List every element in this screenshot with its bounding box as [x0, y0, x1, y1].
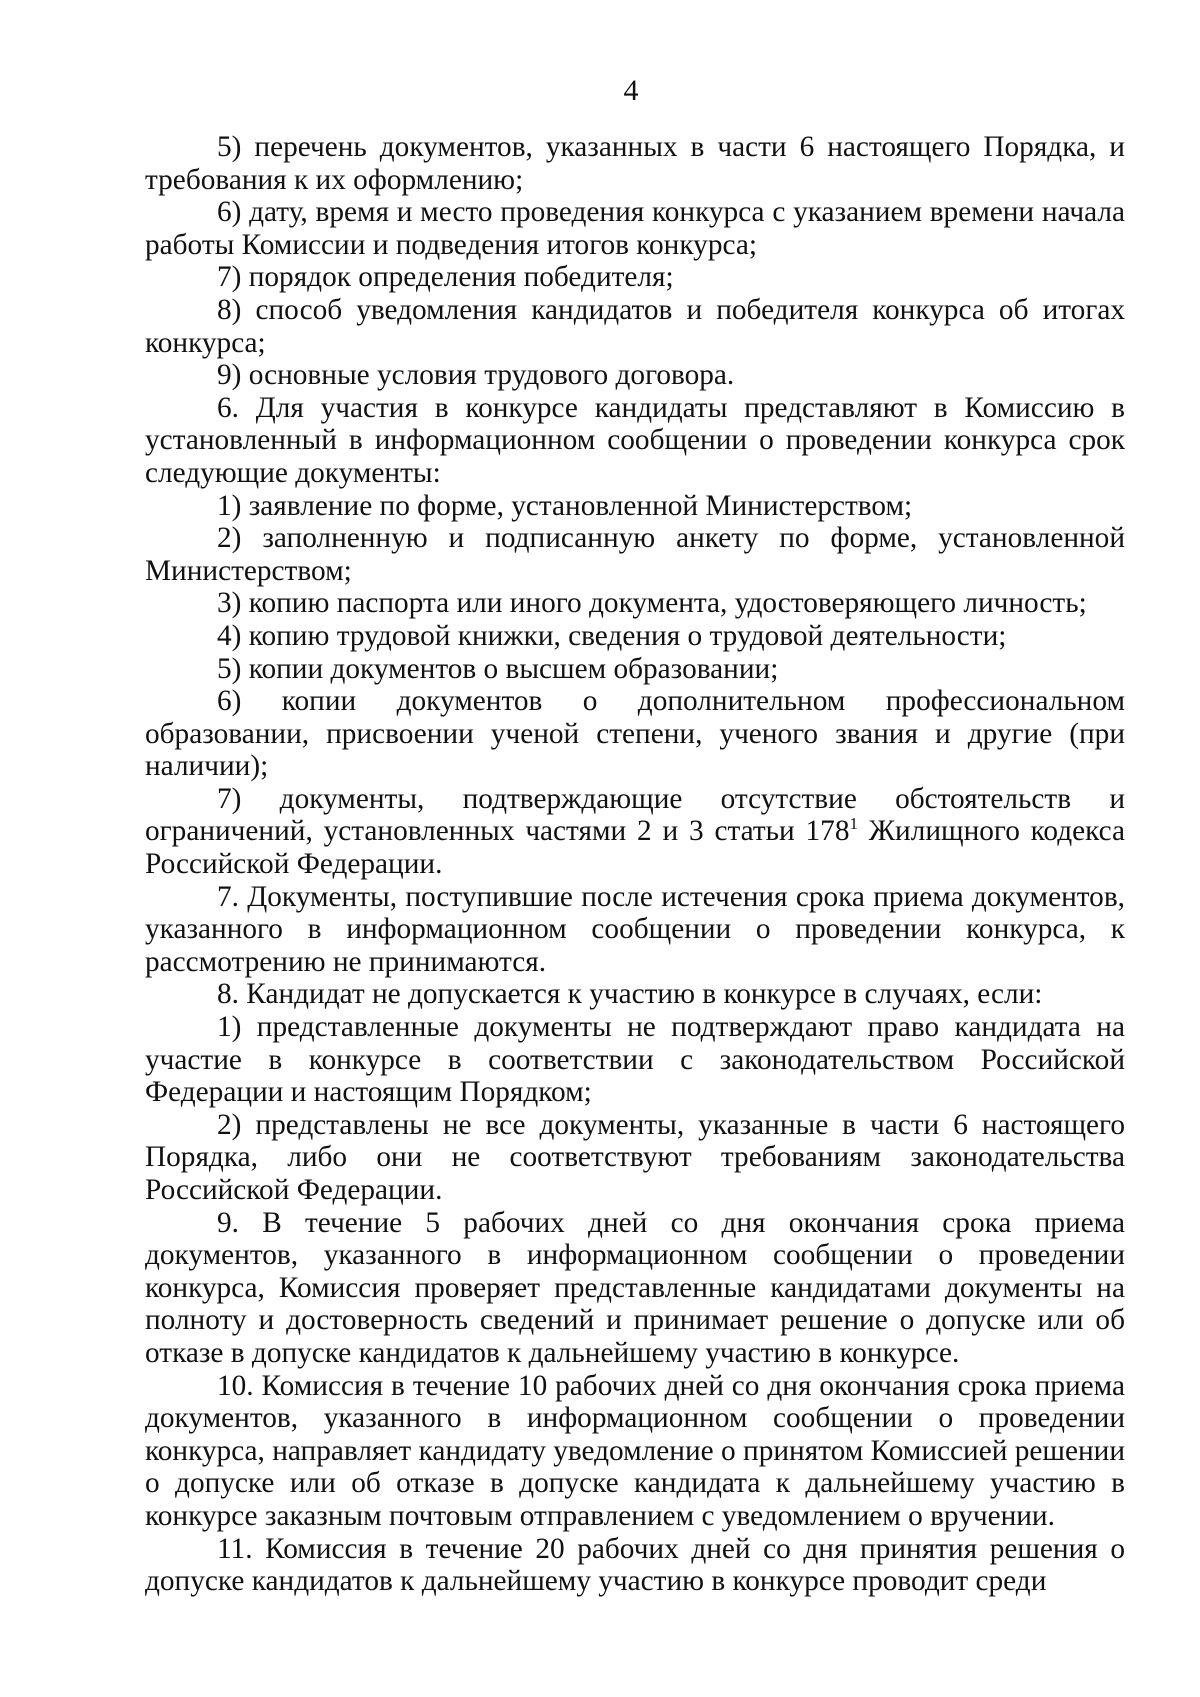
article-superscript: 1: [849, 814, 858, 834]
paragraph-text-after: Жилищного кодекса Российской Федерации.: [145, 815, 1125, 881]
paragraph: 8. Кандидат не допускается к участию в конкурсе в случаях, если:: [217, 978, 1043, 1011]
paragraph: 9. В течение 5 рабочих дней со дня окончания срока приема документов, указанного в информационном сообщении о проведении конкурса, Комиссия проверяет представленные кандидатами документы на полноту и достоверность сведений и принимает решение о допуске или об отказе в допуске кандидатов к дальнейшему участию в конкурсе.: [145, 1206, 1125, 1369]
paragraph: 3) копию паспорта или иного документа, удостоверяющего личность;: [217, 587, 1087, 620]
paragraph: 5) копии документов о высшем образовании;: [217, 652, 779, 685]
paragraph: 2) заполненную и подписанную анкету по форме, установленной Министерством;: [145, 522, 1125, 587]
paragraph: 11. Комиссия в течение 20 рабочих дней со дня принятия решения о допуске кандидатов к дальнейшему участию в конкурсе проводит среди: [145, 1532, 1125, 1598]
paragraph: 5) перечень документов, указанных в части 6 настоящего Порядка, и требования к их оформлению;: [145, 131, 1125, 196]
paragraph: 10. Комиссия в течение 10 рабочих дней со дня окончания срока приема документов, указанного в информационном сообщении о проведении конкурса, направляет кандидату уведомление о принятом Комиссией решении о допуске или об отказе в допуске кандидата к дальнейшему участию в конкурсе заказным почтовым отправлением с уведомлением о вручении.: [145, 1369, 1125, 1532]
paragraph: 7) порядок определения победителя;: [217, 261, 674, 294]
paragraph: 1) представленные документы не подтверждают право кандидата на участие в конкурсе в соответствии с законодательством Российской Федерации и настоящим Порядком;: [145, 1011, 1125, 1109]
paragraph-text-before: 7) документы, подтверждающие отсутствие обстоятельств и ограничений, установленных частями 2 и 3 статьи 178: [145, 782, 1125, 848]
paragraph: 7. Документы, поступившие после истечения срока приема документов, указанного в информационном сообщении о проведении конкурса, к рассмотрению не принимаются.: [145, 880, 1125, 978]
paragraph: 6) дату, время и место проведения конкурса с указанием времени начала работы Комиссии и подведения итогов конкурса;: [145, 196, 1125, 261]
document-body: [145, 131, 1125, 1598]
paragraph-with-superscript: [145, 783, 1125, 881]
paragraph: 2) представлены не все документы, указанные в части 6 настоящего Порядка, либо они не соответствуют требованиям законодательства Российской Федерации.: [145, 1108, 1125, 1206]
paragraph: 6. Для участия в конкурсе кандидаты представляют в Комиссию в установленный в информационном сообщении о проведении конкурса срок следующие документы:: [145, 391, 1125, 489]
paragraph: 9) основные условия трудового договора.: [217, 359, 735, 392]
page-number: 4: [623, 74, 639, 107]
paragraph: 1) заявление по форме, установленной Министерством;: [217, 489, 913, 522]
paragraph: 8) способ уведомления кандидатов и победителя конкурса об итогах конкурса;: [145, 293, 1125, 359]
paragraph: 6) копии документов о дополнительном профессиональном образовании, присвоении ученой степени, ученого звания и другие (при наличии);: [145, 685, 1125, 783]
paragraph: 4) копию трудовой книжки, сведения о трудовой деятельности;: [217, 619, 1007, 652]
